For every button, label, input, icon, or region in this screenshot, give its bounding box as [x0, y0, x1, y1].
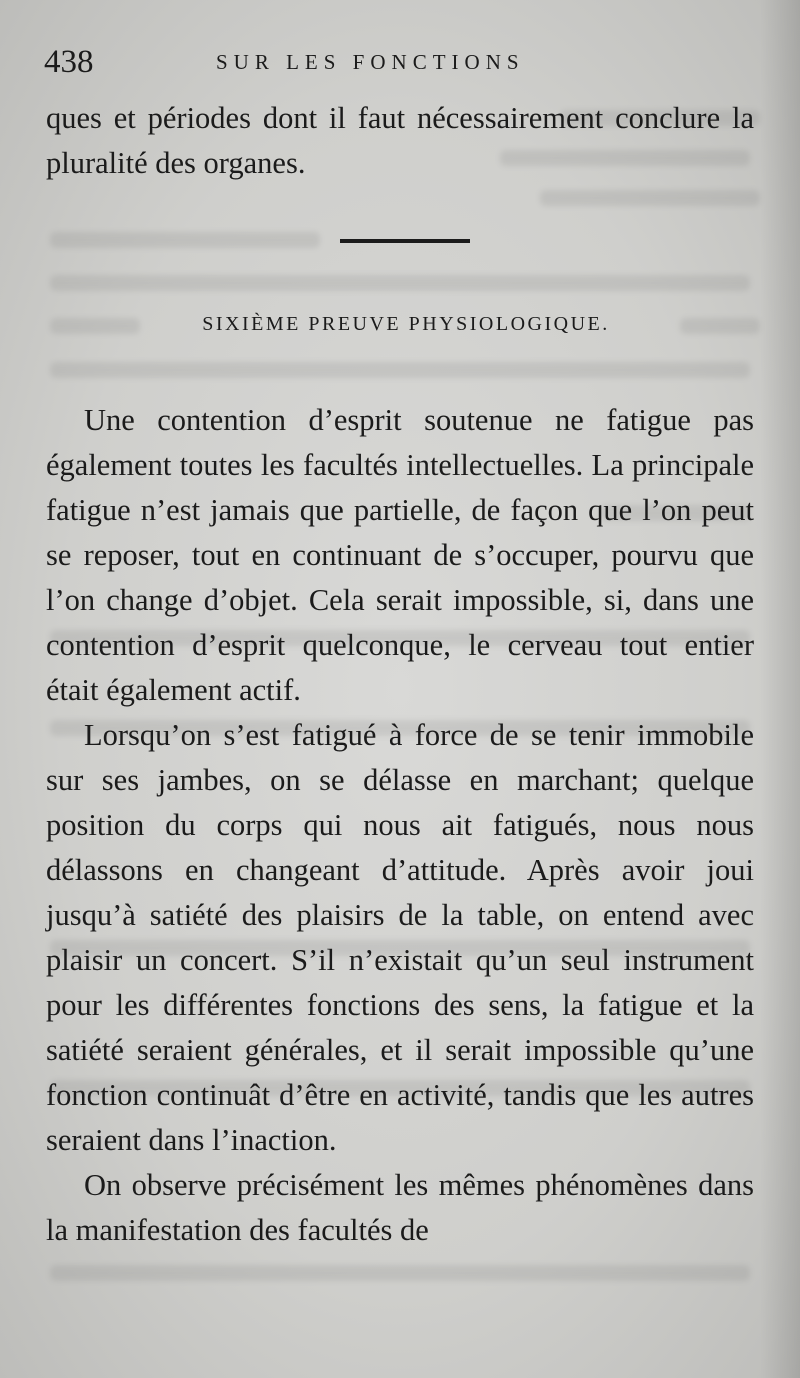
opening-paragraph-text: ques et périodes dont il faut nécessairement conclure la pluralité des organes. [46, 101, 754, 180]
main-text [46, 398, 754, 1253]
paragraph: On observe précisément les mêmes phénomènes dans la manifestation des facultés de [46, 1168, 754, 1247]
opening-paragraph [46, 96, 754, 186]
section-title: SIXIÈME PREUVE PHYSIOLOGIQUE. [202, 313, 610, 335]
page-edge-shadow [760, 0, 800, 1378]
section-divider [340, 239, 470, 243]
page-number: 438 [44, 44, 94, 80]
running-head: SUR LES FONCTIONS [216, 50, 525, 74]
paragraph: Lorsqu’on s’est fatigué à force de se tenir immobile sur ses jambes, on se délasse en marchant; quelque position du corps qui nous ait fatigués, nous nous délassons en changeant d’attitude. Après avoir joui jusqu’à satiété des plaisirs de la table, on entend avec plaisir un concert. S’il n’existait qu’un seul instrument pour les différentes fonctions des sens, la fatigue et la satiété seraient générales, et il serait impossible qu’une fonction continuât d’être en activité, tandis que les autres seraient dans l’inaction. [46, 718, 754, 1157]
paragraph: Une contention d’esprit soutenue ne fatigue pas également toutes les facultés intellectuelles. La principale fatigue n’est jamais que partielle, de façon que l’on peut se reposer, tout en continuant de s’occuper, pourvu que l’on change d’objet. Cela serait impossible, si, dans une contention d’esprit quelconque, le cerveau tout entier était également actif. [46, 403, 754, 707]
page-header [44, 40, 754, 84]
